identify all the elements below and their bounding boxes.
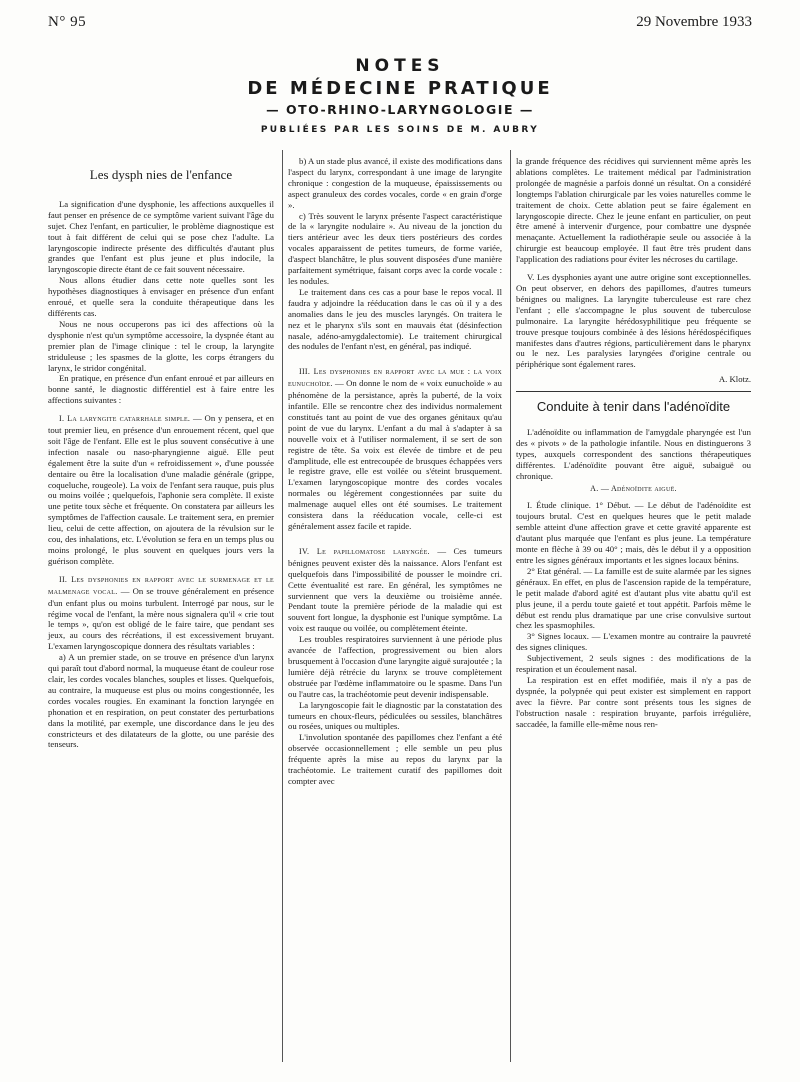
paragraph: Le traitement dans ces cas a pour base le repos vocal. Il faudra y adjoindre la rééducation dans le cas où il y a des anomalies dans le jeu des muscles laryngés. On traitera le nez et le pharynx s'ils sont en mauvais état (désinfection nasale, adéno-amygdalectomie). Le traitement chirurgical des nodules de l'enfant n'est, en général, pas indiqué. — [288, 286, 502, 352]
section-heading: IV. Le papillomatose laryngée. — [299, 546, 430, 556]
paragraph: b) A un stade plus avancé, il existe des modifications dans l'aspect du larynx, correspondant à une image de laryngite chronique : congestion de la muqueuse, épaississements ou aspect granuleux des cordes vocales, corde « en grain d'orge ». — [288, 156, 502, 210]
masthead-notes: NOTES — [355, 56, 445, 76]
article-title: Les dysph nies de l'enfance — [89, 167, 233, 182]
paragraph: V. Les dysphonies ayant une autre origine sont exceptionnelles. On peut observer, en dehors des papillomes, d'autres tumeurs bénignes ou malignes. La laryngite tuberculeuse est rare chez l'enfant ; elle s'accompagne le plus souvent de tuberculose pulmonaire. La laryngite hérédosyphilitique peu fréquente se trouve presque toujours combinée à des lésions hérédospécifiques manifestes dans d'autres régions, particulièrement dans le pharynx ou le nez. Les paralysies laryngées d'origine centrale ou périphérique sont également rares. — [516, 272, 751, 370]
section-3 — [288, 366, 502, 532]
column-rule — [282, 150, 283, 1062]
paragraph: 2° Etat général. — La famille est de suite alarmée par les signes généraux. En effet, en plus de l'ascension rapide de la température, le petit malade d'abord agité est d'autant plus vite abattu qu'il est plus jeune, il a perdu toute gaieté et tout appétit. Parfois même le début est rendu plus dramatique par une crise convulsive surtout chez les spasmophiles. — [516, 565, 751, 631]
paragraph: La signification d'une dysphonie, les affections auxquelles il faut penser en présence de ce symptôme varient suivant l'âge du sujet. Chez l'enfant, en particulier, le problème diagnostique est tout à fait différent de celui qui se pose chez l'adulte. La laryngoscopie indirecte présente des difficultés d'autant plus grandes que l'enfant est plus jeune et plus indocile, la laryngoscopie directe étant de ce fait souvent nécessaire. — [48, 198, 274, 275]
paragraph: L'adénoïdite ou inflammation de l'amygdale pharyngée est l'un des « pivots » de la pathologie infantile. Nous en distinguerons 3 types, auxquels correspondent des sanctions thérapeutiques différentes. L'adénoïdite pouvant être aiguë, subaiguë ou chronique. — [516, 427, 751, 481]
masthead-title: DE MÉDECINE PRATIQUE — [247, 78, 553, 99]
paragraph: L'involution spontanée des papillomes chez l'enfant a été observée occasionnellement ; elle semble un peu plus fréquente après la mise au repos du larynx par la trachéotomie. Le traitement curatif des papillomes doit compter avec — [288, 732, 502, 786]
paragraph: la grande fréquence des récidives qui surviennent même après les ablations complètes. Le traitement médical par l'administration prolongée de magnésie a parfois donné un résultat. On a considéré longtemps l'ablation chirurgicale par les voies naturelles comme le traitement de choix. Cette ablation peut se faire également en laryngoscopie directe. Chez le jeune enfant en particulier, on peut être amené à intervenir d'urgence, pour combattre une dyspnée menaçante. Actuellement la radiothérapie seule ou associée à la chirurgie est beaucoup employée. Il faut être très prudent dans l'application des radiations pour éviter les nécroses du cartilage. — [516, 156, 751, 265]
section-heading: II. Les dysphonies en rapport avec le surmenage et le malmenage vocal. — [48, 574, 274, 596]
section-text: — Ces tumeurs bénignes peuvent exister dès la naissance. Alors l'enfant est quelquefois dans l'impossibilité de pousser le moindre cri. Cette éventualité est rare. En général, les symptômes ne surviennent que vers la deuxième ou troisième année. Pendant toute la première période de la maladie qui est souvent fort longue, la dysphonie est l'unique symptôme. La voix est rauque ou voilée, ou complètement éteinte. — [288, 545, 502, 634]
column-1 — [48, 156, 274, 750]
section-2 — [48, 574, 274, 652]
author-signature: A. Klotz. — [718, 374, 751, 385]
paragraph: La respiration est en effet modifiée, mais il n'y a pas de dyspnée, la polypnée qui peut exister est simplement en rapport avec la fièvre. Par contre sont présents tous les signes de l'obstruction nasale : respiration bruyante, parfois irrégulière, saccadée, la famille elle-même nous ren- — [516, 674, 751, 729]
issue-date: 29 Novembre 1933 — [636, 14, 752, 30]
issue-number: N° 95 — [48, 14, 87, 30]
paragraph: En pratique, en présence d'un enfant enroué et par ailleurs en bonne santé, le diagnostic différentiel est à faire entre les affections suivantes : — [48, 373, 274, 406]
subsection-heading: A. — Adénoïdite aiguë. — [590, 483, 677, 493]
paragraph: Subjectivement, 2 seuls signes : des modifications de la respiration et un écoulement nasal. — [516, 653, 751, 675]
column-2 — [288, 156, 502, 787]
masthead-specialty: — OTO-RHINO-LARYNGOLOGIE — — [266, 102, 534, 117]
paragraph: Les troubles respiratoires surviennent à une période plus avancée de l'affection, progressivement ou bien alors brusquement à l'occasion d'une laryngite aiguë surajoutée ; la lumière déjà rétrécie du larynx se trouve complètement obstruée par l'œdème inflammatoire ou le spasme. Dans l'un ou l'autre cas, la trachéotomie peut devenir indispensable. — [288, 634, 502, 699]
article-divider — [516, 391, 751, 392]
column-rule — [510, 150, 511, 1062]
section-text: — On y pensera, et en tout premier lieu, en présence d'un enrouement récent, quel que soit l'âge de l'enfant. Elle est le plus souvent consécutive à une infection nasale ou naso-pharyngienne aiguë. Elle peut également être la suite d'un « refroidissement », d'une poussée dentaire ou être la localisation d'une maladie générale (grippe, coqueluche, rougeole). La voix de l'enfant sera rauque, puis plus ou moins voilée ; quelquefois, l'aphonie sera complète. Il existe une petite toux sèche et fréquente. On constatera par ailleurs les symptômes de l'affection causale. Le traitement sera, en premier lieu, celui de cette affection, on ajoutera de la révulsion sur le cou, des inhalations, etc. L'évolution se fera en un temps plus ou moins prolongé, le plus souvent en quelques jours vers la guérison complète. — [48, 413, 274, 566]
article-title: Conduite à tenir dans l'adénoïdite — [536, 399, 731, 415]
section-heading: III. Les dysphonies en rapport avec la mue : la voix eunuchoïde. — [288, 367, 502, 389]
section-text: — On donne le nom de « voix eunuchoïde » au phénomène de la persistance, après la puberté, de la voix infantile. Elle se rencontre chez des individus normalement constitués tant au point de vue des organes génitaux qu'au point de vue du larynx. L'enfant a du mal à s'adapter à sa nouvelle voix et à l'utiliser normalement, il se sert de son registre de tête. Sa voix est élevée de timbre et de peu d'amplitude, elle est entrecoupée de brusques échappées vers le registre grave, elle est voilée ou s'éteint brusquement. L'examen laryngoscopique montre des cordes vocales normales ou légèrement congestionnées par suite du malmenage auquel elles ont été soumises. Le traitement consistera dans la rééducation vocale, celle-ci est généralement assez facile et rapide. — [288, 378, 502, 531]
section-4 — [288, 546, 502, 634]
column-3 — [516, 156, 751, 730]
paragraph: La laryngoscopie fait le diagnostic par la constatation des tumeurs en choux-fleurs, pédiculées ou sessiles, blanchâtres ou rosées, uniques ou multiples. — [288, 699, 502, 732]
section-heading: I. La laryngite catarrhale simple. — [59, 414, 191, 424]
paragraph: a) A un premier stade, on se trouve en présence d'un larynx qui paraît tout d'abord normal, la muqueuse étant de couleur rose clair, les cordes vocales blanches, souples et lisses. Quelquefois, au contraire, la muqueuse est plus ou moins congestionnée, les cordes vocales rougies. En examinant la fonction laryngée en phonation et en respiration, on peut constater des perturbations dans la motilité, par exemple, une discordance dans le jeu des constricteurs et des dilatateurs de la glotte, ou une parésie des tenseurs. — [48, 652, 274, 750]
section-text: — On se trouve généralement en présence d'un enfant plus ou moins turbulent. Interrogé par nous, sur le régime vocal de l'enfant, la mère nous signalera qu'il « crie tout le temps », qu'on est obligé de le faire taire, que pendant ses jeux, au cours des récréations, il est excessivement bruyant. L'examen laryngoscopique donnera des résultats variables : — [48, 585, 275, 652]
section-1 — [48, 413, 274, 567]
paragraph: c) Très souvent le larynx présente l'aspect caractéristique de la « laryngite nodulaire ». Au niveau de la jonction du tiers antérieur avec les deux tiers postérieurs des cordes vocales apparaissent de petites tumeurs, de forme variée, d'aspect blanchâtre, le plus souvent disposées d'une manière parfaitement symétrique, faisant corps avec la corde vocale : les nodules. — [288, 210, 502, 286]
paragraph: Nous ne nous occuperons pas ici des affections où la dysphonie n'est qu'un symptôme accessoire, la dyspnée étant au premier plan de l'image clinique : tel le croup, la laryngite striduleuse ; les spasmes de la glotte, les corps étrangers du larynx, le stridor congénital. — [48, 318, 274, 373]
paragraph: I. Étude clinique. 1° Début. — Le début de l'adénoïdite est toujours brutal. C'est en quelques heures que le petit malade semble atteint d'une affection grave et cette gravité apparente est d'autant plus marquée que l'enfant es plus jeune. La température monte en flèche à 39 ou 40° ; mais, dès le début il y a opposition entre les signes généraux importants et les signes locaux bénins. — [516, 500, 751, 565]
masthead-editor: PUBLIÉES PAR LES SOINS DE M. AUBRY — [260, 125, 540, 135]
paragraph: 3° Signes locaux. — L'examen montre au contraire la pauvreté des signes cliniques. — [516, 631, 751, 653]
paragraph: Nous allons étudier dans cette note quelles sont les hypothèses diagnostiques à envisager en présence d'un enfant enroué, et quelle sera la conduite thérapeutique dans les différents cas. — [48, 275, 274, 318]
